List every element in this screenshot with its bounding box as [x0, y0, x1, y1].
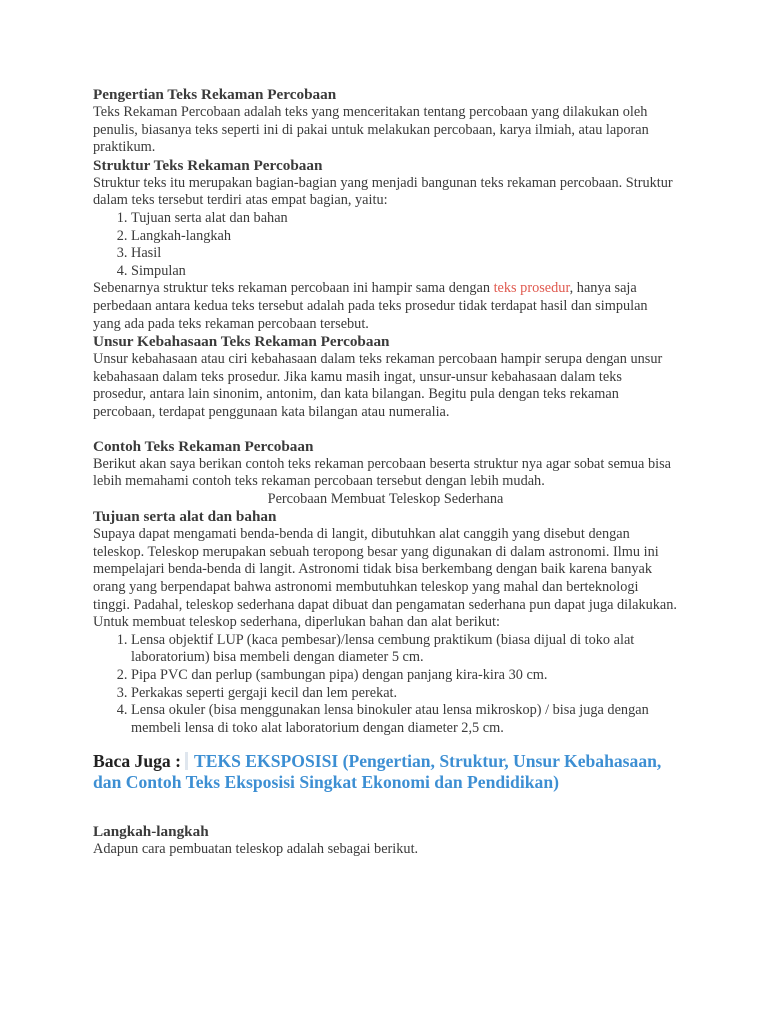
baca-juga: [93, 751, 678, 793]
heading-pengertian: Pengertian Teks Rekaman Percobaan: [93, 86, 337, 103]
note-text-end: , hanya saja perbedaan antara kedua teks tersebut adalah pada teks prosedur tidak terdapat hasil dan simpulan yang ada pada teks rekaman percobaan tersebut.: [93, 280, 648, 332]
heading-langkah: Langkah-langkah: [93, 823, 209, 841]
list-item: 2. Langkah-langkah: [131, 228, 678, 246]
document-page: [93, 86, 678, 859]
paragraph-bahan-intro: Untuk membuat teleskop sederhana, diperlukan bahan dan alat berikut:: [93, 614, 500, 631]
baca-juga-label: Baca Juga :: [93, 751, 181, 772]
heading-contoh: Contoh Teks Rekaman Percobaan: [93, 437, 314, 455]
note-text-start: Sebenarnya struktur teks rekaman percobaan ini hampir sama dengan: [93, 280, 494, 297]
list-item: 3. Perkakas seperti gergaji kecil dan lem perekat.: [131, 685, 678, 703]
heading-struktur: Struktur Teks Rekaman Percobaan: [93, 156, 323, 174]
example-title: Percobaan Membuat Teleskop Sederhana: [267, 490, 504, 507]
teks-prosedur-link[interactable]: teks prosedur: [493, 280, 570, 297]
heading-tujuan: Tujuan serta alat dan bahan: [93, 508, 277, 526]
list-item: 4. Simpulan: [131, 263, 678, 281]
paragraph-pengertian: Teks Rekaman Percobaan adalah teks yang menceritakan tentang percobaan yang dilakukan oleh penulis, biasanya teks seperti ini di pakai untuk melakukan percobaan, karya ilmiah, atau laporan praktikum.: [93, 104, 649, 156]
bahan-list: [93, 632, 678, 738]
struktur-list: [93, 210, 678, 280]
paragraph-contoh: Berikut akan saya berikan contoh teks rekaman percobaan beserta struktur nya agar sobat semua bisa lebih memahami contoh teks rekaman percobaan tersebut dengan lebih mudah.: [93, 455, 672, 490]
list-item: 2. Pipa PVC dan perlup (sambungan pipa) dengan panjang kira-kira 30 cm.: [131, 667, 678, 685]
divider: [185, 752, 188, 770]
paragraph-struktur-note: [93, 280, 678, 333]
list-item: 3. Hasil: [131, 245, 678, 263]
list-item: 1. Lensa objektif LUP (kaca pembesar)/lensa cembung praktikum (biasa dijual di toko alat laboratorium) bisa membeli dengan diameter 5 cm.: [131, 632, 678, 667]
baca-juga-link[interactable]: TEKS EKSPOSISI (Pengertian, Struktur, Unsur Kebahasaan, dan Contoh Teks Eksposisi Singkat Ekonomi dan Pendidikan): [93, 751, 662, 793]
list-item: 4. Lensa okuler (bisa menggunakan lensa binokuler atau lensa mikroskop) / bisa juga dengan membeli lensa di toko alat laboratorium dengan diameter 2,5 cm.: [131, 702, 678, 737]
paragraph-langkah: Adapun cara pembuatan teleskop adalah sebagai berikut.: [93, 841, 419, 858]
list-item: 1. Tujuan serta alat dan bahan: [131, 210, 678, 228]
paragraph-struktur: Struktur teks itu merupakan bagian-bagian yang menjadi bangunan teks rekaman percobaan. Struktur dalam teks tersebut terdiri atas empat bagian, yaitu:: [93, 174, 673, 209]
paragraph-unsur: Unsur kebahasaan atau ciri kebahasaan dalam teks rekaman percobaan hampir serupa dengan unsur kebahasaan dalam teks prosedur. Jika kamu masih ingat, unsur-unsur kebahasaan dalam teks prosedur, antara lain sinonim, antonim, dan kata bilangan. Begitu pula dengan teks rekaman percobaan, terdapat penggunaan kata bilangan atau numeralia.: [93, 351, 663, 420]
paragraph-tujuan: Supaya dapat mengamati benda-benda di langit, dibutuhkan alat canggih yang disebut dengan teleskop. Teleskop merupakan sebuah teropong besar yang digunakan di dalam astronomi. Ilmu ini mempelajari benda-benda di langit. Astronomi tidak bisa berkembang dengan baik karena banyak orang yang berpendapat bahwa astronomi membutuhkan teleskop yang mahal dan berteknologi tinggi. Padahal, teleskop sederhana dapat dibuat dan pengamatan sederhana pun dapat juga dilakukan.: [93, 526, 677, 613]
heading-unsur: Unsur Kebahasaan Teks Rekaman Percobaan: [93, 333, 390, 351]
